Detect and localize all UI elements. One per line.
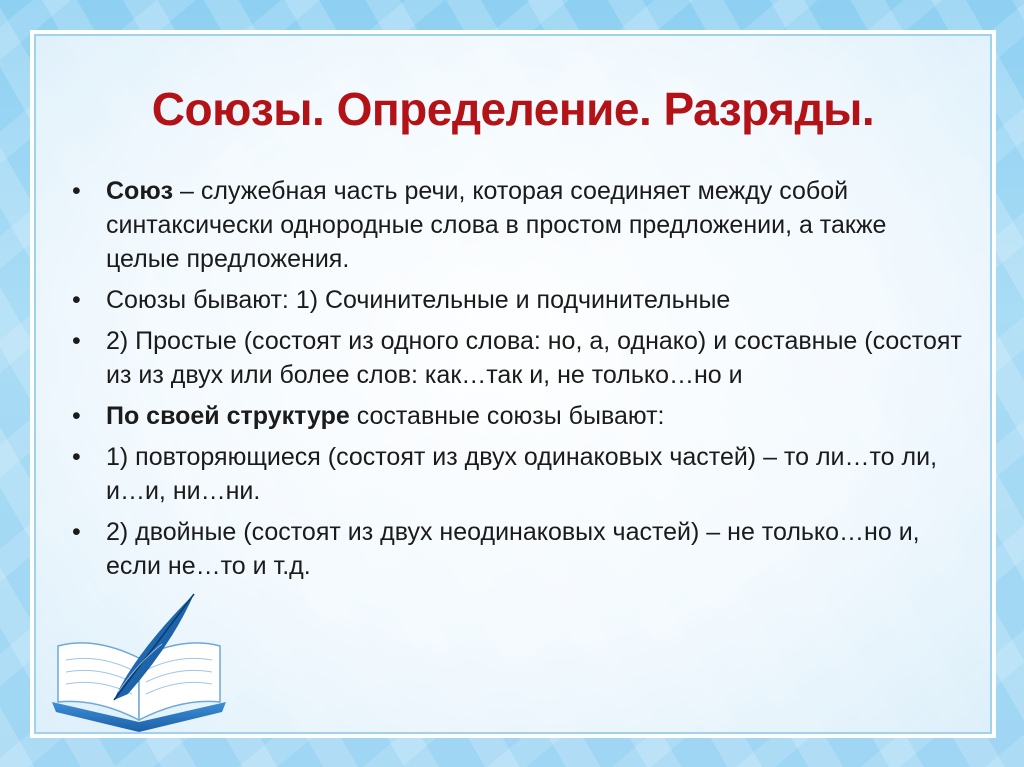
bullet-dot: • xyxy=(72,177,81,205)
bullet-text: – служебная часть речи, которая соединяет между собой синтаксически однородные слова в простом предложении, а также целые предложения. xyxy=(106,177,887,273)
book-with-quill-icon xyxy=(44,584,234,734)
bullet-item-repeating xyxy=(72,440,962,508)
bullet-dot: • xyxy=(72,327,81,355)
bullet-text: 1) повторяющиеся (состоят из двух одинаковых частей) – то ли…то ли, и…и, ни…ни. xyxy=(106,443,938,505)
bullet-dot: • xyxy=(72,286,81,314)
slide-title: Союзы. Определение. Разряды. xyxy=(151,83,875,135)
bullet-bold-term: По своей структуре xyxy=(106,402,350,430)
bullet-text: 2) Простые (состоят из одного слова: но, а, однако) и составные (состоят из из двух или более слов: как…так и, не только…но и xyxy=(106,327,962,389)
bullet-list xyxy=(72,174,962,583)
bullet-bold-term: Союз xyxy=(106,177,174,205)
bullet-item-structure xyxy=(72,399,962,433)
slide-frame xyxy=(30,30,996,738)
bullet-item-definition xyxy=(72,174,962,276)
bullet-text: 2) двойные (состоят из двух неодинаковых частей) – не только…но и, если не…то и т.д. xyxy=(106,518,920,580)
bullet-item-double xyxy=(72,515,962,583)
bullet-item-types xyxy=(72,283,962,317)
bullet-dot: • xyxy=(72,443,81,471)
bullet-dot: • xyxy=(72,402,81,430)
bullet-dot: • xyxy=(72,518,81,546)
bullet-text: составные союзы бывают: xyxy=(349,402,665,430)
bullet-item-simple-compound xyxy=(72,324,962,392)
slide-content xyxy=(72,174,962,590)
bullet-text: Союзы бывают: 1) Сочинительные и подчинительные xyxy=(106,286,731,314)
